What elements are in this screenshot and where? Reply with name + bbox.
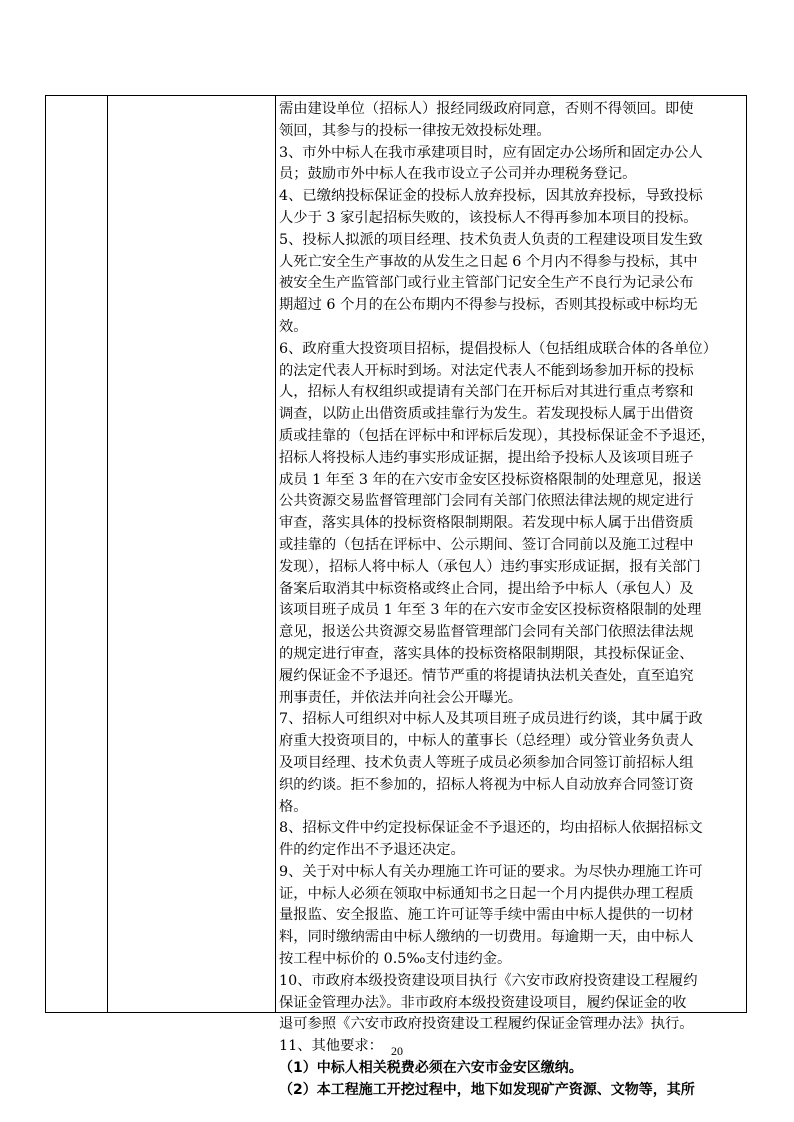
text-line: 履约保证金不予退还。情节严重的将提请执法机关查处，直至追究 bbox=[279, 667, 694, 684]
text-line: 招标人将投标人违约事实形成证据，提出给予投标人及该项目班子 bbox=[279, 449, 694, 466]
text-line: 的规定进行审查，落实具体的投标资格限制期限，其投标保证金、 bbox=[279, 645, 694, 662]
text-line: 成员 1 年至 3 年的在六安市金安区投标资格限制的处理意见，报送 bbox=[279, 471, 702, 488]
text-line: 8、招标文件中约定投标保证金不予退还的，均由招标人依据招标文 bbox=[279, 820, 703, 837]
text-line: 调查，以防止出借资质或挂靠行为发生。若发现投标人属于出借资 bbox=[279, 406, 694, 423]
text-line: 人死亡安全生产事故的从发生之日起 6 个月内不得参与投标，其中 bbox=[279, 253, 698, 270]
text-line: 备案后取消其中标资格或终止合同，提出给予中标人（承包人）及 bbox=[279, 580, 694, 597]
text-line: 7、招标人可组织对中标人及其项目班子成员进行约谈，其中属于政 bbox=[279, 711, 703, 728]
text-line: 9、关于对中标人有关办理施工许可证的要求。为尽快办理施工许可 bbox=[279, 863, 703, 880]
text-line: 的法定代表人开标时到场。对法定代表人不能到场参加开标的投标 bbox=[279, 362, 694, 379]
text-line: 及项目经理、技术负责人等班子成员必须参加合同签订前招标人组 bbox=[279, 754, 694, 771]
text-line: 证，中标人必须在领取中标通知书之日起一个月内提供办理工程质 bbox=[279, 885, 694, 902]
text-line: 意见，报送公共资源交易监督管理部门会同有关部门依照法律法规 bbox=[279, 624, 694, 641]
text-line: 4、已缴纳投标保证金的投标人放弃投标，因其放弃投标，导致投标 bbox=[279, 188, 703, 205]
bold-text-line: （1）中标人相关税费必须在六安市金安区缴纳。 bbox=[279, 1060, 583, 1077]
text-line: 3、市外中标人在我市承建项目时，应有固定办公场所和固定办公人 bbox=[279, 144, 703, 161]
text-line: 6、政府重大投资项目招标，提倡投标人（包括组成联合体的各单位） bbox=[279, 340, 717, 357]
text-line: 保证金管理办法》。非市政府本级投资建设项目，履约保证金的收 bbox=[279, 994, 687, 1011]
text-line: 审查，落实具体的投标资格限制期限。若发现中标人属于出借资质 bbox=[279, 515, 694, 532]
bold-text-line: （2）本工程施工开挖过程中，地下如发现矿产资源、文物等，其所 bbox=[279, 1081, 695, 1098]
text-line: 件的约定作出不予退还决定。 bbox=[279, 842, 465, 859]
text-line: 被安全生产监管部门或行业主管部门记安全生产不良行为记录公布 bbox=[279, 275, 694, 292]
text-line: 5、投标人拟派的项目经理、技术负责人负责的工程建设项目发生致 bbox=[279, 231, 703, 248]
text-line: 格。 bbox=[279, 798, 308, 815]
text-line: 按工程中标价的 0.5‰支付违约金。 bbox=[279, 951, 512, 968]
text-line: 刑事责任，并依法并向社会公开曝光。 bbox=[279, 689, 523, 706]
column-divider-1 bbox=[107, 96, 108, 1012]
text-line: 发现），招标人将中标人（承包人）违约事实形成证据，报有关部门 bbox=[279, 558, 701, 575]
text-line: 员；鼓励市外中标人在我市设立子公司并办理税务登记。 bbox=[279, 166, 637, 183]
page-number: 20 bbox=[391, 1044, 403, 1058]
text-line: 府重大投资项目的，中标人的董事长（总经理）或分管业务负责人 bbox=[279, 733, 694, 750]
text-line: 该项目班子成员 1 年至 3 年的在六安市金安区投标资格限制的处理 bbox=[279, 602, 702, 619]
text-line: 织的约谈。拒不参加的，招标人将视为中标人自动放弃合同签订资 bbox=[279, 776, 694, 793]
text-line: 10、市政府本级投资建设项目执行《六安市政府投资建设工程履约 bbox=[279, 972, 698, 989]
text-line: 或挂靠的（包括在评标中、公示期间、签订合同前以及施工过程中 bbox=[279, 536, 694, 553]
text-line: 领回，其参与的投标一律按无效投标处理。 bbox=[279, 122, 551, 139]
text-line: 量报监、安全报监、施工许可证等手续中需由中标人提供的一切材 bbox=[279, 907, 694, 924]
text-line: 11、其他要求： bbox=[279, 1038, 383, 1055]
column-divider-2 bbox=[275, 96, 276, 1012]
text-line: 退可参照《六安市政府投资建设工程履约保证金管理办法》执行。 bbox=[279, 1016, 694, 1033]
text-line: 需由建设单位（招标人）报经同级政府同意，否则不得领回。即使 bbox=[279, 101, 694, 117]
text-line: 料，同时缴纳需由中标人缴纳的一切费用。每逾期一天，由中标人 bbox=[279, 929, 694, 946]
text-line: 公共资源交易监督管理部门会同有关部门依照法律法规的规定进行 bbox=[279, 493, 694, 510]
text-line: 期超过 6 个月的在公布期内不得参与投标，否则其投标或中标均无 bbox=[279, 297, 698, 314]
text-line: 效。 bbox=[279, 318, 308, 335]
text-line: 人，招标人有权组织或提请有关部门在开标后对其进行重点考察和 bbox=[279, 384, 694, 401]
requirements-cell bbox=[279, 99, 745, 1102]
text-line: 质或挂靠的（包括在评标中和评标后发现），其投标保证金不予退还， bbox=[279, 427, 716, 444]
text-line: 人少于 3 家引起招标失败的，该投标人不得再参加本项目的投标。 bbox=[279, 209, 698, 226]
